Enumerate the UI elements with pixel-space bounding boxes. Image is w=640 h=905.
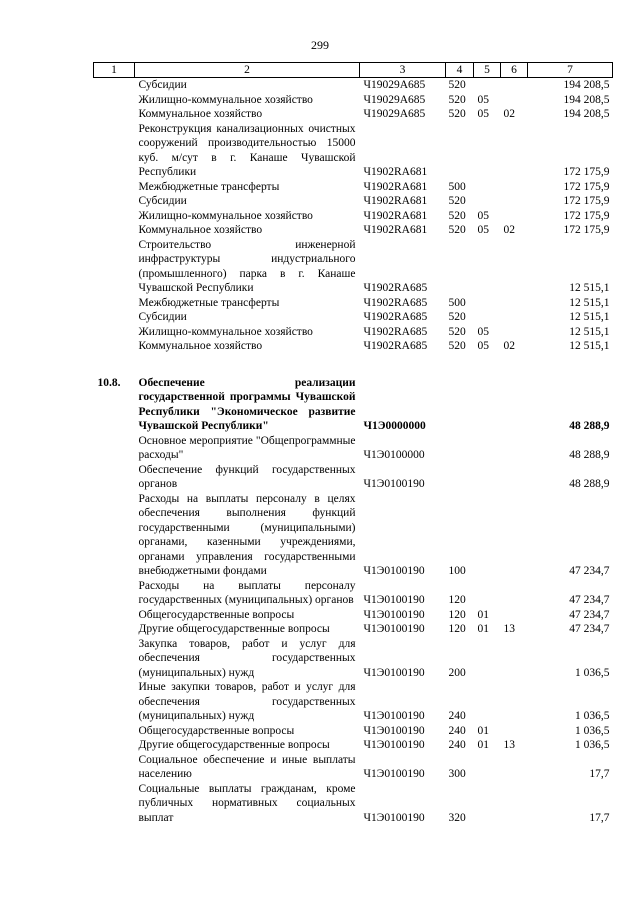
spacer-cell xyxy=(94,354,613,376)
target-code: Ч1902RA685 xyxy=(363,340,428,352)
amount: 12 515,1 xyxy=(569,296,610,309)
expense-type xyxy=(446,376,474,434)
subsection xyxy=(501,637,528,681)
row-name: Коммунальное хозяйство xyxy=(138,340,263,352)
table-row xyxy=(94,492,613,579)
amount: 48 288,9 xyxy=(569,420,610,432)
row-number xyxy=(94,78,135,93)
target-code: Ч19029А685 xyxy=(363,79,426,91)
table-row xyxy=(94,209,613,224)
row-number xyxy=(94,680,135,724)
amount: 172 175,9 xyxy=(563,224,610,236)
row-number xyxy=(94,223,135,238)
target-code: Ч1902RA685 xyxy=(363,325,428,338)
expense-type: 500 xyxy=(448,180,466,193)
amount: 48 288,9 xyxy=(569,478,610,490)
expense-type: 520 xyxy=(448,209,466,222)
section xyxy=(474,434,501,463)
header-col-6: 6 xyxy=(501,63,528,78)
row-number xyxy=(94,753,135,782)
table-row xyxy=(94,122,613,180)
target-code: Ч1902RA681 xyxy=(363,195,428,207)
expense-type: 240 xyxy=(448,710,466,722)
amount: 12 515,1 xyxy=(569,340,610,352)
target-code: Ч1902RA681 xyxy=(363,166,428,178)
expense-type: 300 xyxy=(448,768,466,780)
row-number: 10.8. xyxy=(97,376,121,389)
subsection xyxy=(501,122,528,180)
budget-table xyxy=(93,62,613,825)
table-row xyxy=(94,107,613,122)
amount: 194 208,5 xyxy=(563,108,610,120)
subsection xyxy=(501,463,528,492)
row-number xyxy=(94,434,135,463)
row-name: Субсидии xyxy=(138,195,187,207)
amount: 172 175,9 xyxy=(563,209,610,222)
row-name: Жилищно-коммунальное хозяйство xyxy=(138,93,313,106)
target-code: Ч19029А685 xyxy=(363,93,426,106)
subsection xyxy=(501,608,528,623)
target-code: Ч1Э0100190 xyxy=(363,594,425,606)
header-col-1: 1 xyxy=(94,63,135,78)
amount: 172 175,9 xyxy=(563,195,610,207)
row-name: Коммунальное хозяйство xyxy=(138,108,263,120)
target-code: Ч1Э0100000 xyxy=(363,449,425,461)
table-row xyxy=(94,296,613,311)
header-col-5: 5 xyxy=(474,63,501,78)
subsection xyxy=(501,492,528,579)
row-name: Основное мероприятие "Общепрограммные расходы" xyxy=(138,434,356,461)
amount: 12 515,1 xyxy=(569,311,610,323)
expense-type: 520 xyxy=(448,325,466,338)
expense-type: 240 xyxy=(448,724,466,737)
amount: 17,7 xyxy=(589,811,610,824)
section xyxy=(474,680,501,724)
section: 01 xyxy=(477,739,489,751)
row-number xyxy=(94,492,135,579)
row-number xyxy=(94,310,135,325)
expense-type: 520 xyxy=(448,311,466,323)
row-number xyxy=(94,93,135,108)
row-name: Другие общегосударственные вопросы xyxy=(138,739,330,751)
amount: 48 288,9 xyxy=(569,449,610,461)
row-name: Общегосударственные вопросы xyxy=(138,724,295,737)
page-number: 299 xyxy=(311,38,329,52)
row-name: Расходы на выплаты персоналу государственных (муниципальных) органов xyxy=(138,579,356,606)
table-row xyxy=(94,376,613,434)
target-code: Ч1Э0100190 xyxy=(363,478,425,490)
section xyxy=(474,310,501,325)
target-code: Ч1902RA685 xyxy=(363,311,428,323)
amount: 1 036,5 xyxy=(575,724,610,737)
row-number xyxy=(94,579,135,608)
amount: 12 515,1 xyxy=(569,325,610,338)
expense-type: 520 xyxy=(448,195,466,207)
subsection xyxy=(501,724,528,739)
section xyxy=(474,579,501,608)
row-name: Обеспечение реализации государственной программы Чувашской Республики "Экономическое развитие Чувашской Республики" xyxy=(138,376,356,432)
amount: 47 234,7 xyxy=(569,623,610,635)
section: 05 xyxy=(477,209,489,222)
row-name: Закупка товаров, работ и услуг для обеспечения государственных (муниципальных) нужд xyxy=(138,637,356,679)
table-row xyxy=(94,738,613,753)
target-code: Ч1Э0100190 xyxy=(363,565,425,577)
section xyxy=(474,782,501,826)
row-name: Общегосударственные вопросы xyxy=(138,608,295,621)
table-row xyxy=(94,223,613,238)
expense-type xyxy=(446,434,474,463)
table-row xyxy=(94,194,613,209)
section: 01 xyxy=(477,623,489,635)
section xyxy=(474,296,501,311)
target-code: Ч1902RA685 xyxy=(363,282,428,294)
table-row xyxy=(94,680,613,724)
row-number xyxy=(94,194,135,209)
table-row xyxy=(94,608,613,623)
expense-type: 320 xyxy=(448,811,466,824)
table-row xyxy=(94,325,613,340)
section: 05 xyxy=(477,93,489,106)
header-col-7: 7 xyxy=(528,63,613,78)
expense-type: 120 xyxy=(448,623,466,635)
section: 05 xyxy=(477,108,489,120)
subsection xyxy=(501,194,528,209)
target-code: Ч1Э0000000 xyxy=(363,420,426,432)
subsection xyxy=(501,209,528,224)
expense-type xyxy=(446,463,474,492)
subsection: 02 xyxy=(503,224,515,236)
amount: 172 175,9 xyxy=(563,166,610,178)
subsection xyxy=(501,78,528,93)
target-code: Ч1902RA681 xyxy=(363,224,428,236)
header-col-4: 4 xyxy=(446,63,474,78)
amount: 17,7 xyxy=(589,768,610,780)
table-row xyxy=(94,310,613,325)
section xyxy=(474,180,501,195)
table-row xyxy=(94,78,613,93)
row-number xyxy=(94,122,135,180)
row-name: Субсидии xyxy=(138,79,187,91)
section xyxy=(474,122,501,180)
expense-type: 120 xyxy=(448,594,466,606)
table-row xyxy=(94,238,613,296)
row-number xyxy=(94,339,135,354)
section: 01 xyxy=(477,724,489,737)
subsection xyxy=(501,680,528,724)
amount: 1 036,5 xyxy=(575,666,610,679)
header-col-2: 2 xyxy=(135,63,360,78)
section: 05 xyxy=(477,224,489,236)
row-name: Строительство инженерной инфраструктуры индустриального (промышленного) парка в г. Канаше Чувашской Республики xyxy=(138,238,356,294)
row-name: Реконструкция канализационных очистных сооружений производительностью 15000 куб. м/сут в г. Канаше Чувашской Республики xyxy=(138,122,356,178)
section xyxy=(474,238,501,296)
section: 01 xyxy=(477,608,489,621)
target-code: Ч1Э0100190 xyxy=(363,811,425,824)
expense-type: 520 xyxy=(448,79,466,91)
section xyxy=(474,376,501,434)
row-name: Межбюджетные трансферты xyxy=(138,180,280,193)
row-name: Социальные выплаты гражданам, кроме публичных нормативных социальных выплат xyxy=(138,782,356,824)
row-name: Другие общегосударственные вопросы xyxy=(138,623,330,635)
expense-type: 500 xyxy=(448,296,466,309)
row-number xyxy=(94,209,135,224)
section: 05 xyxy=(477,325,489,338)
row-number xyxy=(94,238,135,296)
expense-type: 100 xyxy=(448,565,466,577)
expense-type: 240 xyxy=(448,739,466,751)
row-number xyxy=(94,107,135,122)
section xyxy=(474,78,501,93)
section xyxy=(474,492,501,579)
expense-type: 520 xyxy=(448,93,466,106)
amount: 1 036,5 xyxy=(575,739,610,751)
row-name: Обеспечение функций государственных органов xyxy=(138,463,356,490)
section xyxy=(474,753,501,782)
amount: 47 234,7 xyxy=(569,594,610,606)
row-name: Межбюджетные трансферты xyxy=(138,296,280,309)
expense-type: 120 xyxy=(448,608,466,621)
table-row xyxy=(94,180,613,195)
row-name: Иные закупки товаров, работ и услуг для обеспечения государственных (муниципальных) нужд xyxy=(138,681,356,722)
table-row xyxy=(94,724,613,739)
table-row xyxy=(94,463,613,492)
row-number xyxy=(94,738,135,753)
amount: 172 175,9 xyxy=(563,180,610,193)
subsection xyxy=(501,434,528,463)
expense-type xyxy=(446,122,474,180)
section xyxy=(474,463,501,492)
expense-type: 520 xyxy=(448,340,466,352)
row-name: Жилищно-коммунальное хозяйство xyxy=(138,209,313,222)
subsection: 13 xyxy=(503,739,515,751)
target-code: Ч1Э0100190 xyxy=(363,768,425,780)
row-number xyxy=(94,637,135,681)
row-number xyxy=(94,180,135,195)
row-number xyxy=(94,463,135,492)
row-name: Субсидии xyxy=(138,311,187,323)
row-name: Социальное обеспечение и иные выплаты населению xyxy=(138,753,356,780)
expense-type: 520 xyxy=(448,224,466,236)
header-col-3: 3 xyxy=(360,63,446,78)
subsection xyxy=(501,376,528,434)
section: 05 xyxy=(477,340,489,352)
section xyxy=(474,194,501,209)
subsection xyxy=(501,310,528,325)
target-code: Ч1902RA685 xyxy=(363,296,428,309)
table-row xyxy=(94,434,613,463)
target-code: Ч1Э0100190 xyxy=(363,666,425,679)
target-code: Ч1Э0100190 xyxy=(363,739,425,751)
subsection xyxy=(501,180,528,195)
row-number xyxy=(94,325,135,340)
header-row xyxy=(94,63,613,78)
subsection xyxy=(501,782,528,826)
table-row xyxy=(94,579,613,608)
amount: 194 208,5 xyxy=(563,79,610,91)
subsection xyxy=(501,238,528,296)
target-code: Ч1Э0100190 xyxy=(363,724,425,737)
section xyxy=(474,637,501,681)
target-code: Ч1Э0100190 xyxy=(363,710,425,722)
row-name: Коммунальное хозяйство xyxy=(138,224,263,236)
subsection: 02 xyxy=(503,340,515,352)
subsection: 02 xyxy=(503,108,515,120)
row-name: Жилищно-коммунальное хозяйство xyxy=(138,325,313,338)
target-code: Ч1Э0100190 xyxy=(363,623,425,635)
table-row xyxy=(94,339,613,354)
subsection xyxy=(501,93,528,108)
amount: 1 036,5 xyxy=(575,710,610,722)
amount: 12 515,1 xyxy=(569,282,610,294)
subsection: 13 xyxy=(503,623,515,635)
row-number xyxy=(94,782,135,826)
row-number xyxy=(94,724,135,739)
expense-type: 520 xyxy=(448,108,466,120)
row-number xyxy=(94,296,135,311)
amount: 47 234,7 xyxy=(569,608,610,621)
row-name: Расходы на выплаты персоналу в целях обеспечения выполнения функций государственными (муниципальными) органами, казенными учреждениями, органами управления государственными внебюджетными фондами xyxy=(138,492,356,577)
table-row xyxy=(94,93,613,108)
table-row xyxy=(94,782,613,826)
table-row xyxy=(94,753,613,782)
target-code: Ч1902RA681 xyxy=(363,209,428,222)
subsection xyxy=(501,325,528,340)
row-number xyxy=(94,608,135,623)
row-number xyxy=(94,622,135,637)
subsection xyxy=(501,579,528,608)
amount: 194 208,5 xyxy=(563,93,610,106)
table-row xyxy=(94,637,613,681)
expense-type xyxy=(446,238,474,296)
amount: 47 234,7 xyxy=(569,565,610,577)
target-code: Ч1Э0100190 xyxy=(363,608,425,621)
target-code: Ч1902RA681 xyxy=(363,180,428,193)
target-code: Ч19029А685 xyxy=(363,108,426,120)
subsection xyxy=(501,753,528,782)
spacer-row xyxy=(94,354,613,376)
expense-type: 200 xyxy=(448,666,466,679)
subsection xyxy=(501,296,528,311)
table-row xyxy=(94,622,613,637)
